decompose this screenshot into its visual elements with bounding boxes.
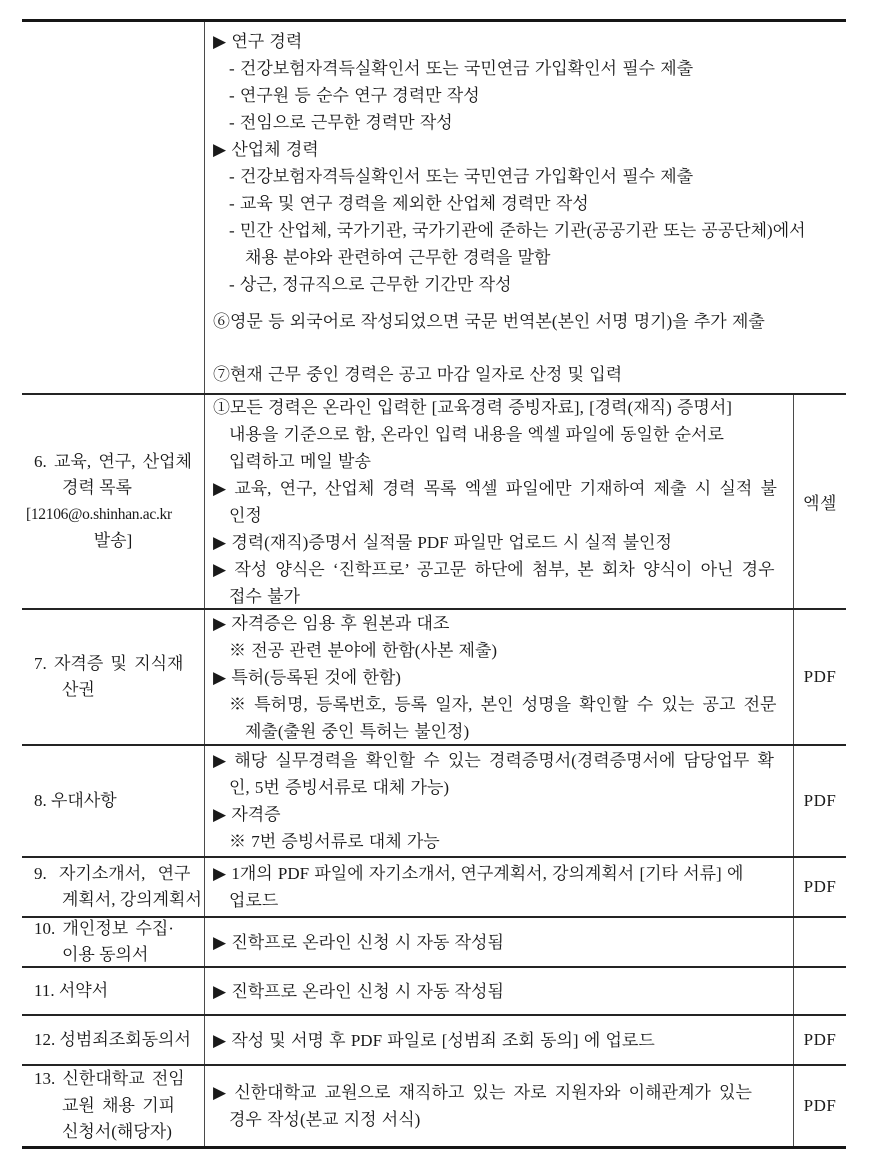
blank-spacer (213, 298, 846, 308)
item-label-line: 10. 개인정보 수집· (34, 918, 174, 938)
item-label-cell (22, 1066, 205, 1146)
file-format-cell (793, 968, 846, 1014)
description-line: ※ 특허명, 등록번호, 등록 일자, 본인 성명을 확인할 수 있는 공고 전문 (229, 694, 777, 714)
table-row (22, 22, 846, 395)
item-label-line: 계획서, 강의계획서 (62, 890, 202, 909)
table-row (22, 610, 846, 746)
table-row (22, 395, 846, 610)
description-line: ①모든 경력은 온라인 입력한 [교육경력 증빙자료], [경력(재직) 증명서] (213, 397, 732, 417)
file-format-cell (793, 1066, 846, 1146)
item-label-line: 신청서(해당자) (62, 1122, 172, 1142)
description-line: ▶ 해당 실무경력을 확인할 수 있는 경력증명서(경력증명서에 담당업무 확 (213, 751, 774, 770)
file-format-cell (793, 918, 846, 966)
description-line: ▶ 자격증 (213, 805, 281, 824)
description-line: ▶ 진학프로 온라인 신청 시 자동 작성됨 (213, 981, 504, 1001)
description-line: 채용 분야와 관련하여 근무한 경력을 말함 (245, 247, 551, 267)
item-description-cell (205, 395, 793, 608)
item-description-cell (205, 610, 793, 744)
description-line: - 전임으로 근무한 경력만 작성 (229, 112, 453, 132)
description-line: - 건강보험자격득실확인서 또는 국민연금 가입확인서 필수 제출 (229, 166, 694, 186)
description-line: ▶ 작성 양식은 ‘진학프로’ 공고문 하단에 첨부, 본 회차 양식이 아닌 경우 (213, 559, 775, 579)
description-line: ▶ 신한대학교 교원으로 재직하고 있는 자로 지원자와 이해관계가 있는 (213, 1083, 752, 1102)
file-format-cell (793, 610, 846, 744)
description-line: 업로드 (229, 891, 279, 910)
item-label-line: 13. 신한대학교 전임 (34, 1069, 185, 1089)
description-line: ▶ 연구 경력 (213, 31, 303, 51)
item-label-line: 6. 교육, 연구, 산업체 (34, 451, 192, 471)
description-line: ▶ 1개의 PDF 파일에 자기소개서, 연구계획서, 강의계획서 [기타 서류] 에 (213, 864, 744, 883)
description-line: ▶ 특허(등록된 것에 한함) (213, 667, 401, 687)
file-format-value: PDF (803, 1096, 837, 1115)
table-row (22, 746, 846, 858)
file-format-value: PDF (803, 877, 837, 896)
item-label-line: [12106@o.shinhan.ac.kr (26, 505, 172, 523)
file-format-value: 엑셀 (803, 494, 837, 513)
description-line: - 민간 산업체, 국가기관, 국가기관에 준하는 기관(공공기관 또는 공공단체)에서 (229, 220, 806, 240)
description-line: 내용을 기준으로 함, 온라인 입력 내용을 엑셀 파일에 동일한 순서로 (229, 424, 724, 444)
item-description-cell (205, 1016, 793, 1064)
item-description-cell (205, 1066, 793, 1146)
description-line: 인, 5번 증빙서류로 대체 가능) (229, 778, 450, 797)
item-label-cell (22, 610, 205, 744)
item-description-cell (205, 858, 793, 916)
description-line: - 교육 및 연구 경력을 제외한 산업체 경력만 작성 (229, 193, 589, 213)
item-label-cell (22, 918, 205, 966)
description-line: - 연구원 등 순수 연구 경력만 작성 (229, 85, 480, 105)
description-line: ▶ 자격증은 임용 후 원본과 대조 (213, 613, 450, 633)
table-row (22, 1016, 846, 1066)
item-label-cell (22, 858, 205, 916)
table-row (22, 968, 846, 1016)
description-line: - 건강보험자격득실확인서 또는 국민연금 가입확인서 필수 제출 (229, 58, 694, 78)
item-label-line: 9. 자기소개서, 연구 (34, 863, 191, 883)
file-format-cell (793, 395, 846, 608)
document-checklist-table (22, 19, 846, 1149)
item-label-cell (22, 968, 205, 1014)
description-line: ▶ 경력(재직)증명서 실적물 PDF 파일만 업로드 시 실적 불인정 (213, 532, 672, 552)
description-line: ▶ 교육, 연구, 산업체 경력 목록 엑셀 파일에만 기재하여 제출 시 실적 불 (213, 478, 777, 498)
description-line: ⑥영문 등 외국어로 작성되었으면 국문 번역본(본인 서명 명기)을 추가 제출 (213, 311, 765, 331)
item-label-line: 이용 동의서 (62, 945, 149, 964)
description-line: 인정 (229, 505, 262, 525)
file-format-cell (793, 1016, 846, 1064)
file-format-value: PDF (803, 667, 837, 686)
file-format-cell (793, 858, 846, 916)
table-row (22, 1066, 846, 1146)
description-line: ⑦현재 근무 중인 경력은 공고 마감 일자로 산정 및 입력 (213, 364, 623, 384)
item-description-cell (205, 22, 846, 393)
item-label-cell (22, 395, 205, 608)
item-label-line: 발송] (93, 531, 133, 550)
description-line: ※ 전공 관련 분야에 한함(사본 제출) (229, 640, 498, 660)
item-description-cell (205, 968, 793, 1014)
table-row (22, 858, 846, 918)
item-description-cell (205, 746, 793, 856)
description-line: ▶ 산업체 경력 (213, 139, 319, 159)
file-format-cell (793, 746, 846, 856)
description-line: - 상근, 정규직으로 근무한 기간만 작성 (229, 274, 512, 294)
description-line: 경우 작성(본교 지정 서식) (229, 1110, 421, 1129)
item-label-cell (22, 1016, 205, 1064)
file-format-value: PDF (803, 1030, 837, 1049)
table-row (22, 918, 846, 968)
item-label-line: 11. 서약서 (34, 980, 109, 1000)
description-line: ※ 7번 증빙서류로 대체 가능 (229, 832, 440, 851)
item-label-line: 교원 채용 기피 (62, 1095, 176, 1115)
description-line: ▶ 작성 및 서명 후 PDF 파일로 [성범죄 조회 동의] 에 업로드 (213, 1030, 655, 1050)
description-line: ▶ 진학프로 온라인 신청 시 자동 작성됨 (213, 932, 504, 952)
item-label-line: 산권 (62, 680, 95, 699)
item-description-cell (205, 918, 793, 966)
description-line: 접수 불가 (229, 586, 300, 606)
file-format-value: PDF (803, 791, 837, 810)
description-line: 입력하고 메일 발송 (229, 451, 371, 471)
item-label-line: 12. 성범죄조회동의서 (34, 1029, 191, 1049)
item-label-cell (22, 746, 205, 856)
description-line: 제출(출원 중인 특허는 불인정) (245, 721, 470, 741)
item-label-cell (22, 22, 205, 393)
blank-spacer (213, 335, 846, 361)
item-label-line: 8. 우대사항 (34, 790, 117, 810)
item-label-line: 경력 목록 (62, 478, 132, 497)
item-label-line: 7. 자격증 및 지식재 (34, 653, 184, 673)
